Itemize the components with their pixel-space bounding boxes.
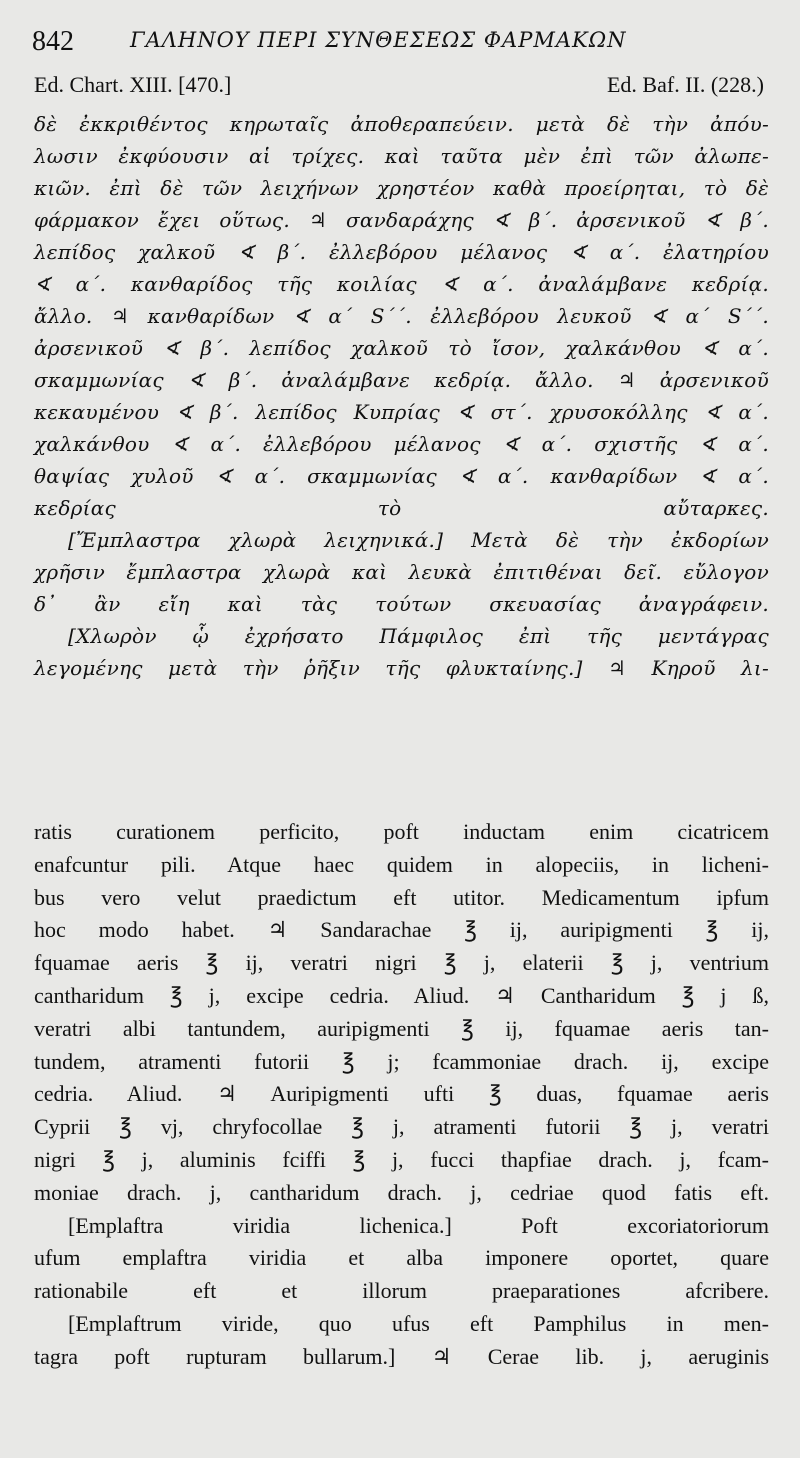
latin-line: nigri ℥ j, aluminis fciffi ℥ j, fucci thapfiae drach. j, fcam- xyxy=(34,1146,769,1172)
edition-chartier-reference: Ed. Chart. XIII. [470.] xyxy=(34,72,232,97)
greek-line: χαλκάνθου ∢ α΄. ἐλλεβόρου μέλανος ∢ α΄. σχιστῆς ∢ α΄. xyxy=(34,432,769,456)
latin-paragraph-pamphilus xyxy=(34,1308,769,1374)
greek-line: ἄλλο. ♃ κανθαρίδων ∢ α΄ S΄΄. ἐλλεβόρου λευκοῦ ∢ α΄ S΄΄. xyxy=(34,304,769,328)
latin-line: Cyprii ℥ vj, chryfocollae ℥ j, atramenti futorii ℥ j, veratri xyxy=(34,1114,769,1140)
latin-line: hoc modo habet. ♃ Sandarachae ℥ ij, auripigmenti ℥ ij, xyxy=(34,917,769,943)
greek-line: σκαμμωνίας ∢ β΄. ἀναλάμβανε κεδρίᾳ. ἄλλο. ♃ ἀρσενικοῦ xyxy=(34,368,769,392)
greek-line: [Ἔμπλαστρα χλωρὰ λειχηνικά.] Μετὰ δὲ τὴν ἐκδορίων xyxy=(68,528,769,552)
greek-line: κεκαυμένου ∢ β΄. λεπίδος Κυπρίας ∢ στ΄. χρυσοκόλλης ∢ α΄. xyxy=(34,400,769,424)
greek-line: [Χλωρὸν ᾧ ἐχρήσατο Πάμφιλος ἐπὶ τῆς μεντάγρας xyxy=(68,624,769,648)
greek-line: λεγομένης μετὰ τὴν ῥῆξιν τῆς φλυκταίνης.] ♃ Κηροῦ λι- xyxy=(34,656,769,680)
greek-text-block xyxy=(34,108,769,684)
latin-line: tundem, atramenti futorii ℥ j; fcammoniae drach. ij, excipe xyxy=(34,1048,769,1074)
greek-line: κεδρίας τὸ αὔταρκες. xyxy=(34,496,769,520)
greek-line: ἀρσενικοῦ ∢ β΄. λεπίδος χαλκοῦ τὸ ἴσον, χαλκάνθου ∢ α΄. xyxy=(34,336,769,360)
latin-line: rationabile eft et illorum praeparationes afcribere. xyxy=(34,1278,769,1304)
latin-paragraph-green-plasters xyxy=(34,1210,769,1308)
greek-paragraph-green-plasters xyxy=(34,524,769,620)
latin-line: ratis curationem perficito, poft inductam enim cicatricem xyxy=(34,819,769,844)
latin-line: enafcuntur pili. Atque haec quidem in alopeciis, in licheni- xyxy=(34,851,769,877)
greek-line: λωσιν ἐκφύουσιν αἱ τρίχες. καὶ ταῦτα μὲν ἐπὶ τῶν ἀλωπε- xyxy=(34,144,769,168)
greek-line: θαψίας χυλοῦ ∢ α΄. σκαμμωνίας ∢ α΄. κανθαρίδων ∢ α΄. xyxy=(34,464,769,488)
latin-line: cantharidum ℥ j, excipe cedria. Aliud. ♃ Cantharidum ℥ j ß, xyxy=(34,982,769,1008)
greek-line: φάρμακον ἔχει οὕτως. ♃ σανδαράχης ∢ β΄. ἀρσενικοῦ ∢ β΄. xyxy=(34,208,769,232)
latin-line: [Emplaftrum viride, quo ufus eft Pamphilus in men- xyxy=(68,1310,769,1336)
latin-line: fquamae aeris ℥ ij, veratri nigri ℥ j, elaterii ℥ j, ventrium xyxy=(34,950,769,976)
greek-line: χρῆσιν ἔμπλαστρα χλωρὰ καὶ λευκὰ ἐπιτιθέναι δεῖ. εὔλογον xyxy=(34,560,769,584)
page-number: 842 xyxy=(32,26,74,57)
greek-line: ∢ α΄. κανθαρίδος τῆς κοιλίας ∢ α΄. ἀναλάμβανε κεδρίᾳ. xyxy=(34,272,769,296)
latin-line: tagra poft rupturam bullarum.] ♃ Cerae lib. j, aeruginis xyxy=(34,1343,769,1369)
latin-line: bus vero velut praedictum eft utitor. Medicamentum ipfum xyxy=(34,884,769,910)
edition-basel-reference: Ed. Baf. II. (228.) xyxy=(606,72,764,97)
edition-reference-line xyxy=(34,72,764,102)
greek-paragraph-prescriptions xyxy=(34,108,769,524)
greek-line: λεπίδος χαλκοῦ ∢ β΄. ἐλλεβόρου μέλανος ∢ α΄. ἐλατηρίου xyxy=(34,240,769,264)
latin-line: ufum emplaftra viridia et alba imponere oportet, quare xyxy=(34,1245,769,1271)
latin-text-block xyxy=(34,816,769,1374)
greek-line: δ᾽ ἂν εἴη καὶ τὰς τούτων σκευασίας ἀναγράφειν. xyxy=(34,592,769,616)
latin-line: [Emplaftra viridia lichenica.] Poft excoriatoriorum xyxy=(68,1212,769,1238)
running-title: ΓΑΛΗΝΟΥ ΠΕΡΙ ΣΥΝΘΕΣΕΩΣ ΦΑΡΜΑΚΩΝ xyxy=(130,28,627,52)
greek-line: κιῶν. ἐπὶ δὲ τῶν λειχήνων χρηστέον καθὰ προείρηται, τὸ δὲ xyxy=(34,176,769,200)
latin-line: veratri albi tantundem, auripigmenti ℥ ij, fquamae aeris tan- xyxy=(34,1015,769,1041)
page-header xyxy=(32,26,772,66)
greek-paragraph-pamphilus xyxy=(34,620,769,684)
latin-paragraph-prescriptions xyxy=(34,816,769,1210)
latin-line: moniae drach. j, cantharidum drach. j, cedriae quod fatis eft. xyxy=(34,1179,769,1205)
latin-line: cedria. Aliud. ♃ Auripigmenti ufti ℥ duas, fquamae aeris xyxy=(34,1081,769,1107)
greek-line: δὲ ἐκκριθέντος κηρωταῖς ἀποθεραπεύειν. μετὰ δὲ τὴν ἀπόυ- xyxy=(34,112,769,136)
